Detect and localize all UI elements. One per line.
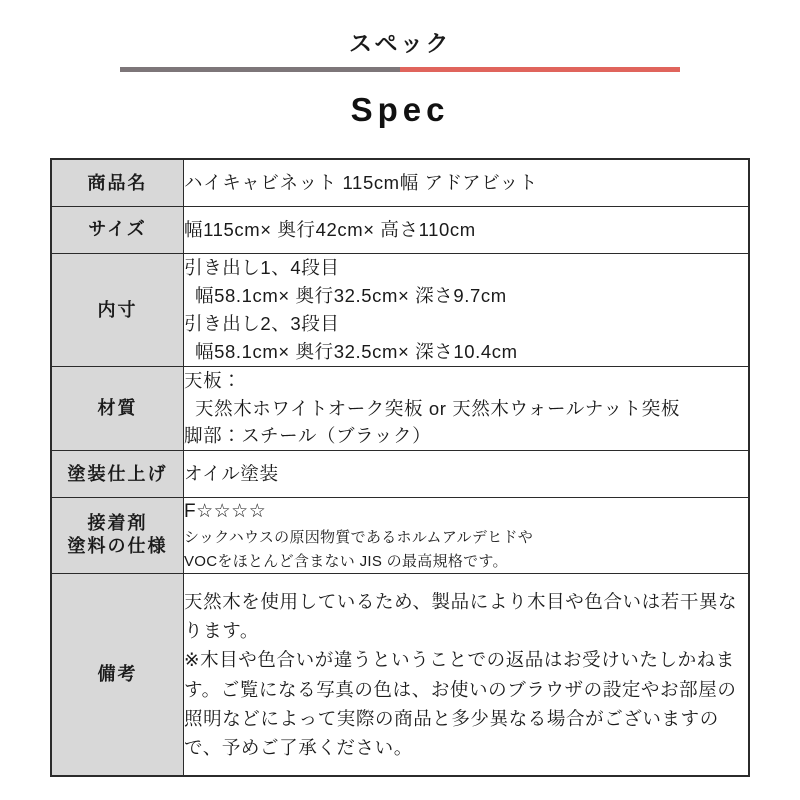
spec-table [50, 158, 750, 777]
spec-value-line: ハイキャビネット 115cm幅 アドアビット [184, 172, 538, 193]
spec-value-line: 幅58.1cm× 奥行32.5cm× 深さ10.4cm [195, 340, 518, 362]
page-title-kana: スペック [349, 30, 451, 56]
spec-row-label: 材質 [51, 366, 184, 450]
divider-segment-right [400, 67, 680, 72]
spec-row-label: サイズ [51, 206, 184, 253]
spec-row [51, 206, 749, 253]
spec-value-line: 天板： [184, 369, 242, 391]
spec-row-label: 備考 [51, 573, 184, 776]
spec-row-value [184, 366, 750, 450]
page-title-latin: Spec [350, 91, 450, 128]
header-divider-rule [120, 67, 680, 72]
spec-value-line: 引き出し1、4段目 [184, 256, 340, 278]
spec-row-label: 塗装仕上げ [51, 451, 184, 498]
spec-row-label: 接着剤 塗料の仕様 [51, 497, 184, 573]
spec-value-line: 脚部：スチール（ブラック） [184, 425, 432, 447]
spec-row [51, 159, 749, 206]
spec-value-line: 天然木ホワイトオーク突板 or 天然木ウォールナット突板 [195, 397, 680, 419]
divider-segment-left [120, 67, 400, 72]
spec-value-line: F☆☆☆☆ [184, 500, 267, 522]
spec-row-value [184, 253, 750, 366]
spec-row-value [184, 451, 750, 498]
spec-value-line: シックハウスの原因物質であるホルムアルデヒドや [184, 529, 534, 547]
spec-value-line: 天然木を使用しているため、製品により木目や色合いは若干異なります。 [184, 590, 738, 642]
spec-row-label: 内寸 [51, 253, 184, 366]
spec-row-value [184, 206, 750, 253]
spec-value-line: 幅58.1cm× 奥行32.5cm× 深さ9.7cm [195, 284, 507, 306]
spec-row [51, 366, 749, 450]
spec-row [51, 573, 749, 776]
spec-row-value [184, 497, 750, 573]
spec-row [51, 253, 749, 366]
spec-table-container [50, 158, 750, 777]
spec-value-line: 引き出し2、3段目 [184, 312, 340, 334]
spec-row-label: 商品名 [51, 159, 184, 206]
spec-value-line: 幅115cm× 奥行42cm× 高さ110cm [184, 218, 476, 240]
spec-row [51, 497, 749, 573]
spec-value-line: VOCをほとんど含まない JIS の最高規格です。 [184, 552, 508, 570]
spec-table-body [51, 159, 749, 776]
spec-row-value [184, 573, 750, 776]
spec-row-value [184, 159, 750, 206]
spec-value-line: オイル塗装 [184, 463, 279, 485]
spec-row [51, 451, 749, 498]
page-header [0, 0, 800, 126]
spec-value-line: ※木目や色合いが違うということでの返品はお受けいたしかねます。ご覧になる写真の色は、お使いのブラウザの設定やお部屋の照明などによって実際の商品と多少異なる場合がございますので、予めご了承ください。 [184, 649, 737, 759]
